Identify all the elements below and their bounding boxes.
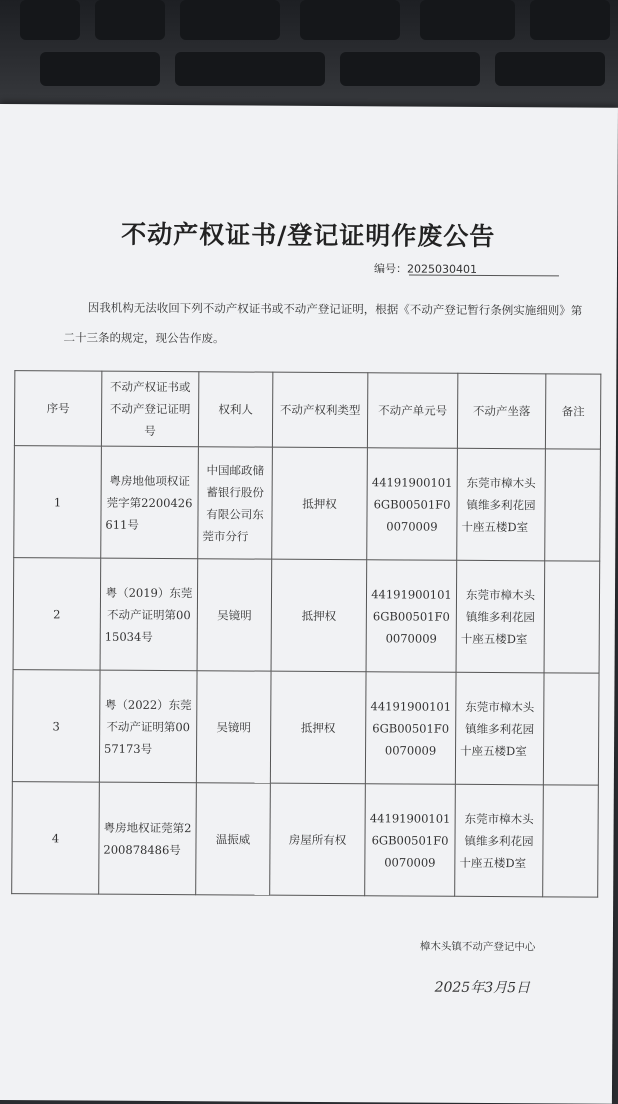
property-location: 东莞市樟木头镇维多利花园十座五楼D室 (455, 784, 544, 897)
property-location: 东莞市樟木头镇维多利花园十座五楼D室 (457, 448, 546, 561)
header-cell: 不动产单元号 (367, 373, 457, 449)
table-header-row (14, 371, 600, 450)
keyboard-key (40, 52, 160, 86)
remark (543, 785, 599, 897)
unit-number: 441919001016GB00501F00070009 (367, 448, 458, 561)
table-row (13, 558, 600, 674)
right-type: 抵押权 (270, 671, 366, 784)
header-cell: 权利人 (198, 372, 272, 447)
row-number: 1 (14, 446, 102, 559)
keyboard-key (20, 0, 80, 40)
issue-date: 2025年3月5日 (434, 979, 531, 997)
rights-holder: 吴镜明 (197, 559, 272, 671)
row-number: 3 (12, 670, 100, 783)
document-title: 不动产权证书/登记证明作废公告 (121, 219, 496, 252)
row-number: 2 (13, 558, 101, 671)
header-cell: 不动产坐落 (457, 373, 545, 449)
rights-holder: 吴镜明 (196, 671, 271, 783)
remark (545, 449, 601, 561)
right-type: 抵押权 (272, 447, 368, 560)
notice-paragraph: 因我机构无法收回下列不动产权证书或不动产登记证明，根据《不动产登记暂行条例实施细则》第二十三条的规定，现公告作废。 (63, 300, 583, 346)
keyboard-key (175, 52, 325, 86)
certificate-number: 粤房地权证莞第2200878486号 (99, 782, 197, 895)
certificate-number: 粤（2022）东莞不动产证明第0057173号 (99, 670, 197, 783)
keyboard-key (300, 0, 400, 40)
header-cell: 备注 (545, 374, 600, 449)
header-cell: 不动产权证书或不动产登记证明号 (101, 371, 198, 447)
right-type: 抵押权 (271, 559, 367, 672)
property-location: 东莞市樟木头镇维多利花园十座五楼D室 (456, 560, 545, 673)
certificate-number: 粤（2019）东莞不动产证明第0015034号 (100, 558, 198, 671)
unit-number: 441919001016GB00501F00070009 (365, 672, 456, 785)
void-certificate-table (11, 370, 601, 898)
keyboard-background (0, 0, 618, 120)
issuing-authority: 樟木头镇不动产登记中心 (419, 940, 536, 954)
row-number: 4 (12, 782, 100, 895)
table-row (12, 670, 599, 786)
header-cell: 序号 (14, 371, 101, 447)
keyboard-key (530, 0, 610, 40)
rights-holder: 温振威 (196, 783, 271, 895)
serial-label: 编号： (373, 262, 408, 276)
rights-holder: 中国邮政储蓄银行股份有限公司东莞市分行 (198, 447, 273, 559)
remark (543, 673, 599, 785)
unit-number: 441919001016GB00501F00070009 (366, 560, 457, 673)
certificate-number: 粤房地他项权证莞字第2200426611号 (101, 446, 199, 559)
right-type: 房屋所有权 (270, 783, 366, 896)
keyboard-key (495, 52, 605, 86)
header-cell: 不动产权利类型 (272, 372, 367, 448)
table-row (14, 446, 601, 562)
keyboard-key (180, 0, 280, 40)
serial-value: 2025030401 (406, 262, 478, 276)
document-page (0, 104, 618, 1104)
keyboard-key (95, 0, 165, 40)
table-row (12, 782, 599, 898)
remark (544, 561, 600, 673)
property-location: 东莞市樟木头镇维多利花园十座五楼D室 (455, 672, 544, 785)
keyboard-key (420, 0, 515, 40)
keyboard-key (340, 52, 480, 86)
unit-number: 441919001016GB00501F00070009 (365, 784, 456, 897)
